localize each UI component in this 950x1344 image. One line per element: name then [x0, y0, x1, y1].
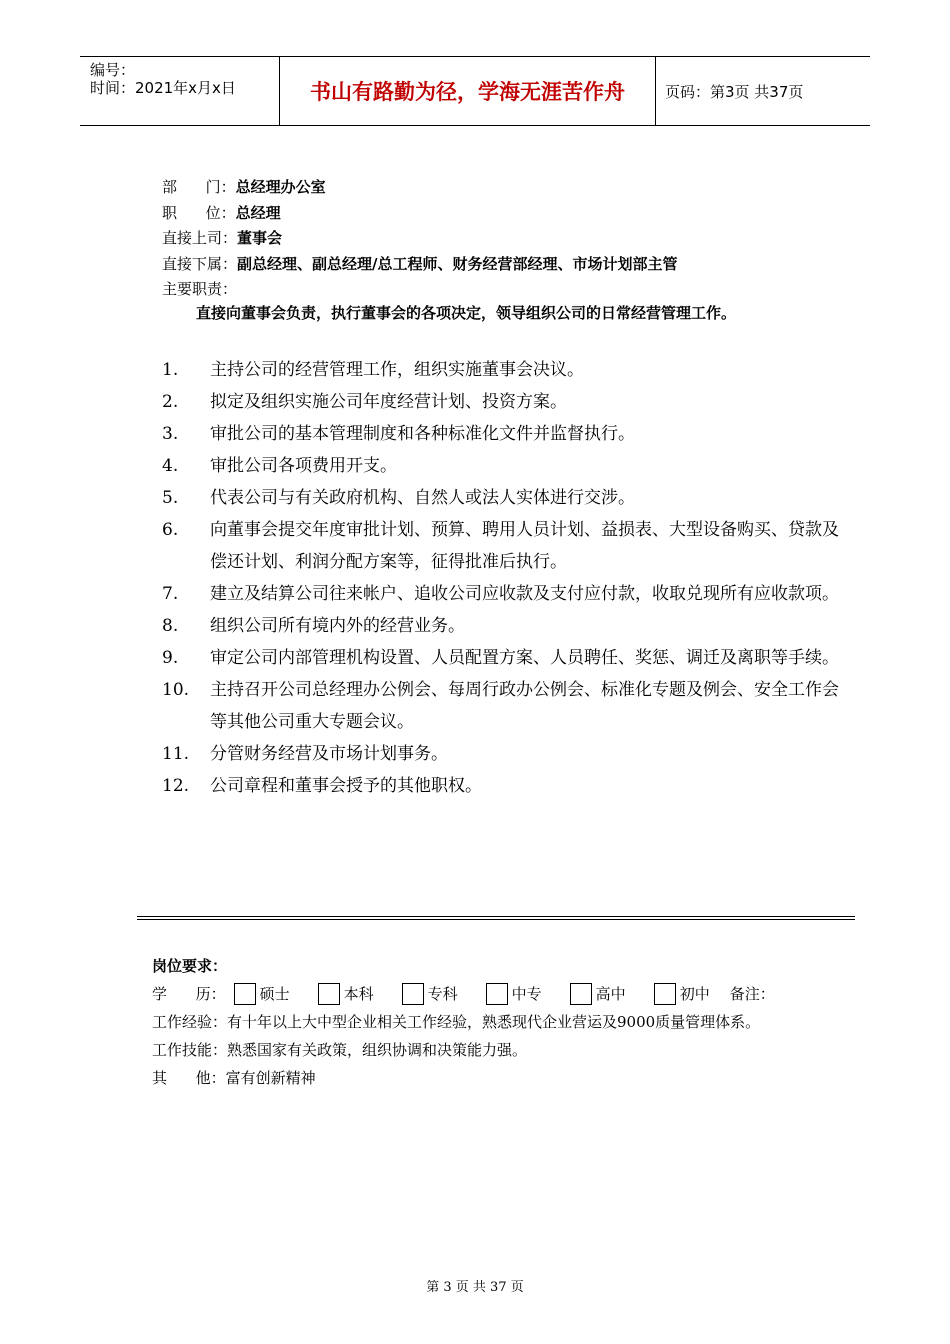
checkbox-junior-high[interactable] — [654, 983, 676, 1005]
position-label: 职 位： — [162, 203, 236, 222]
checkbox-college[interactable] — [402, 983, 424, 1005]
duties-summary: 直接向董事会负责，执行董事会的各项决定，领导组织公司的日常经营管理工作。 — [196, 304, 737, 322]
item-number: 12. — [162, 776, 190, 796]
subordinates-label: 直接下属： — [162, 254, 238, 273]
remarks-label: 备注： — [729, 985, 775, 1003]
item-text: 审定公司内部管理机构设置、人员配置方案、人员聘任、奖惩、调迁及离职等手续。 — [210, 648, 839, 668]
list-item — [162, 674, 850, 738]
department-row — [162, 175, 678, 201]
item-text: 向董事会提交年度审批计划、预算、聘用人员计划、益损表、大型设备购买、贷款及偿还计划、利润分配方案等，征得批准后执行。 — [210, 520, 839, 572]
option-junior-high: 初中 — [679, 985, 710, 1003]
item-text: 分管财务经营及市场计划事务。 — [210, 744, 448, 764]
list-item — [162, 354, 850, 386]
list-item — [162, 386, 850, 418]
page-footer: 第 3 页 共 37 页 — [426, 1280, 524, 1295]
item-number: 9. — [162, 648, 179, 668]
item-number: 5. — [162, 488, 179, 508]
document-number-label: 编号： — [90, 61, 136, 79]
list-item — [162, 738, 850, 770]
list-item — [162, 418, 850, 450]
header-page-code: 页码：第3页 共37页 — [665, 82, 804, 101]
experience-row: 工作经验：有十年以上大中型企业相关工作经验，熟悉现代企业营运及9000质量管理体系。 — [152, 1013, 761, 1031]
item-text: 拟定及组织实施公司年度经营计划、投资方案。 — [210, 392, 567, 412]
item-number: 7. — [162, 584, 179, 604]
requirements-title: 岗位要求： — [152, 957, 228, 975]
item-number: 3. — [162, 424, 179, 444]
item-text: 审批公司各项费用开支。 — [210, 456, 397, 476]
option-college: 专科 — [427, 985, 458, 1003]
item-number: 10. — [162, 680, 190, 700]
position-row — [162, 201, 678, 227]
option-bachelor: 本科 — [343, 985, 374, 1003]
item-number: 11. — [162, 744, 190, 764]
checkbox-masters[interactable] — [234, 983, 256, 1005]
document-time: 时间：2021年x月x日 — [90, 79, 236, 97]
list-item — [162, 514, 850, 578]
requirements-section — [152, 952, 775, 1092]
option-high-school: 高中 — [595, 985, 626, 1003]
item-text: 组织公司所有境内外的经营业务。 — [210, 616, 465, 636]
item-text: 主持召开公司总经理办公例会、每周行政办公例会、标准化专题及例会、安全工作会等其他公司重大专题会议。 — [210, 680, 839, 732]
department-value: 总经理办公室 — [235, 178, 326, 196]
supervisor-label: 直接上司： — [162, 229, 238, 247]
option-masters: 硕士 — [259, 985, 290, 1003]
item-text: 代表公司与有关政府机构、自然人或法人实体进行交涉。 — [210, 488, 635, 508]
department-label: 部 门： — [162, 178, 236, 196]
checkbox-technical-school[interactable] — [486, 983, 508, 1005]
checkbox-high-school[interactable] — [570, 983, 592, 1005]
list-item — [162, 770, 850, 802]
item-number: 4. — [162, 456, 179, 476]
header-meta — [80, 57, 280, 125]
subordinates-row — [162, 252, 678, 278]
item-number: 6. — [162, 520, 179, 540]
option-technical-school: 中专 — [511, 985, 542, 1003]
item-number: 2. — [162, 392, 179, 412]
supervisor-row — [162, 226, 678, 252]
checkbox-bachelor[interactable] — [318, 983, 340, 1005]
item-text: 主持公司的经营管理工作，组织实施董事会决议。 — [210, 360, 584, 380]
list-item — [162, 642, 850, 674]
education-label: 学 历： — [152, 985, 226, 1003]
item-number: 1. — [162, 360, 179, 380]
education-row — [152, 980, 775, 1008]
duties-list — [162, 354, 850, 802]
subordinates-value: 副总经理、副总经理/总工程师、财务经营部经理、市场计划部主管 — [237, 254, 678, 273]
list-item — [162, 482, 850, 514]
item-number: 8. — [162, 616, 179, 636]
supervisor-value: 董事会 — [237, 229, 283, 247]
header-motto: 书山有路勤为径，学海无涯苦作舟 — [280, 57, 656, 125]
skills-row: 工作技能：熟悉国家有关政策，组织协调和决策能力强。 — [152, 1041, 528, 1059]
job-info — [162, 175, 678, 303]
item-text: 审批公司的基本管理制度和各种标准化文件并监督执行。 — [210, 424, 635, 444]
section-divider — [137, 916, 855, 920]
page-header — [80, 56, 870, 126]
list-item — [162, 450, 850, 482]
other-row: 其 他：富有创新精神 — [152, 1069, 316, 1087]
duties-label: 主要职责： — [162, 280, 238, 298]
list-item — [162, 610, 850, 642]
position-value: 总经理 — [235, 203, 281, 222]
item-text: 建立及结算公司往来帐户、追收公司应收款及支付应付款，收取兑现所有应收款项。 — [210, 584, 839, 604]
list-item — [162, 578, 850, 610]
item-text: 公司章程和董事会授予的其他职权。 — [210, 776, 482, 796]
